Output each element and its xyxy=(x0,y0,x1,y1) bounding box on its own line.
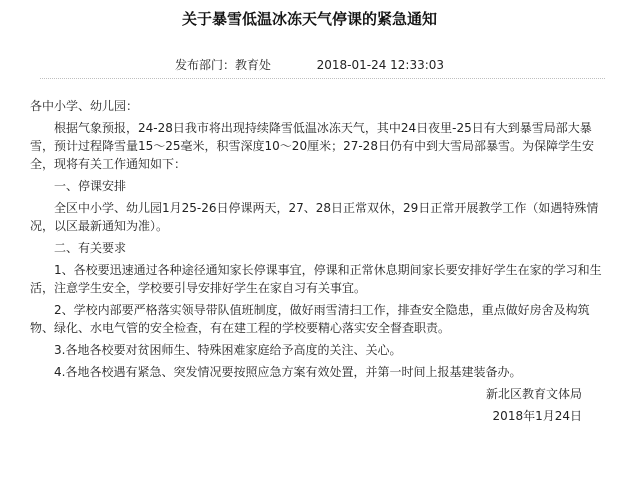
section-1-text: 全区中小学、幼儿园1月25-26日停课两天，27、28日正常双休，29日正常开展教学工作（如遇特殊情况，以区最新通知为准）。 xyxy=(30,201,599,233)
section-1-heading: 一、停课安排 xyxy=(54,179,127,193)
salutation: 各中小学、幼儿园： xyxy=(30,99,139,113)
section-2-heading: 二、有关要求 xyxy=(54,241,127,255)
publish-datetime: 2018-01-24 12:33:03 xyxy=(316,58,445,72)
signature-org: 新北区教育文体局 xyxy=(485,387,582,401)
title-divider xyxy=(40,78,605,79)
intro-paragraph: 根据气象预报，24-28日我市将出现持续降雪低温冰冻天气，其中24日夜里-25日有大到暴雪局部大暴雪，预计过程降雪量15～25毫米，积雪深度10～20厘米；27-28日仍有中到大雪局部暴雪。为保障学生安全，现将有关工作通知如下： xyxy=(30,121,594,171)
section-2-item-2: 2、学校内部要严格落实领导带队值班制度，做好雨雪清扫工作，排查安全隐患，重点做好房舍及构筑物、绿化、水电气管的安全检查，有在建工程的学校要精心落实安全督查职责。 xyxy=(30,303,590,335)
signature-date: 2018年1月24日 xyxy=(492,409,582,423)
section-2-item-4: 4.各地各校遇有紧急、突发情况要按照应急方案有效处置，并第一时间上报基建装备办。 xyxy=(54,365,522,379)
publisher-label: 发布部门：教育处 xyxy=(174,58,271,72)
notice-content xyxy=(30,97,612,429)
notice-meta xyxy=(0,56,619,74)
section-2-item-1: 1、各校要迅速通过各种途径通知家长停课事宜，停课和正常休息期间家长要安排好学生在家的学习和生活，注意学生安全，学校要引导安排好学生在家自习有关事宜。 xyxy=(30,263,602,295)
section-2-item-3: 3.各地各校要对贫困师生、特殊困难家庭给予高度的关注、关心。 xyxy=(54,343,402,357)
notice-title: 关于暴雪低温冰冻天气停课的紧急通知 xyxy=(181,10,437,28)
